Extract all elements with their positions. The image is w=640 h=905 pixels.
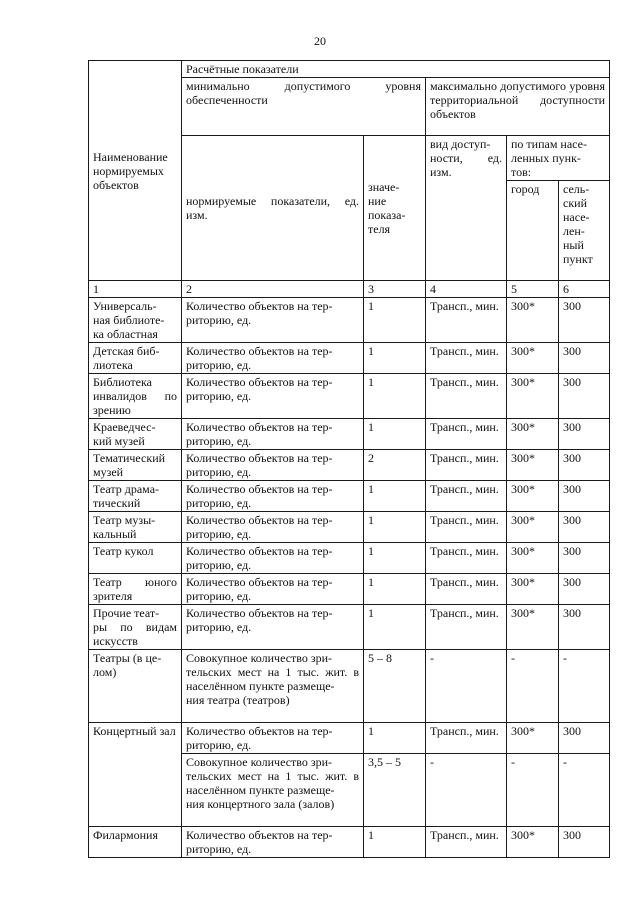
object-name-cell: Театр кукол [89, 543, 182, 574]
value-cell: 1 [364, 481, 426, 512]
col-index: 4 [426, 281, 507, 298]
access-cell: Трансп., мин. [426, 343, 507, 374]
col-index: 6 [559, 281, 610, 298]
table-row [89, 827, 610, 858]
city-cell: 300* [507, 374, 559, 419]
city-cell: 300* [507, 343, 559, 374]
header-max-level: максимально допустимого уровня территориальной доступности объектов [426, 78, 610, 136]
access-cell: Трансп., мин. [426, 723, 507, 754]
value-cell: 1 [364, 543, 426, 574]
object-name-cell: Филармония [89, 827, 182, 858]
object-name-cell: Театр драма- тический [89, 481, 182, 512]
object-name-cell: Тематический музей [89, 450, 182, 481]
access-cell: Трансп., мин. [426, 605, 507, 650]
access-cell: Трансп., мин. [426, 419, 507, 450]
object-name-cell: Театр юного зрителя [89, 574, 182, 605]
city-cell: 300* [507, 543, 559, 574]
value-cell: 1 [364, 419, 426, 450]
rural-cell: 300 [559, 827, 610, 858]
object-name-cell: Универсаль- ная библиоте- ка областная [89, 298, 182, 343]
object-name-cell: Библиотека инвалидов по зрению [89, 374, 182, 419]
table-row [89, 450, 610, 481]
city-cell: 300* [507, 723, 559, 754]
value-cell: 1 [364, 374, 426, 419]
access-cell: Трансп., мин. [426, 543, 507, 574]
table-row [89, 512, 610, 543]
table-row [89, 650, 610, 723]
table-row [89, 605, 610, 650]
header-min-level: минимально допустимого уровня обеспеченности [182, 78, 426, 136]
object-name-cell: Театры (в це- лом) [89, 650, 182, 723]
col-index: 1 [89, 281, 182, 298]
table-row [89, 298, 610, 343]
rural-cell: 300 [559, 512, 610, 543]
city-cell: 300* [507, 512, 559, 543]
header-calc-indicators: Расчётные показатели [182, 61, 610, 78]
object-name-cell: Прочие теат- ры по видам искусств [89, 605, 182, 650]
value-cell: 1 [364, 512, 426, 543]
indicator-cell: Количество объектов на тер- риторию, ед. [182, 574, 364, 605]
city-cell: 300* [507, 481, 559, 512]
value-cell: 1 [364, 298, 426, 343]
value-cell: 1 [364, 343, 426, 374]
access-cell: Трансп., мин. [426, 374, 507, 419]
indicator-cell: Количество объектов на тер- риторию, ед. [182, 481, 364, 512]
value-cell: 1 [364, 574, 426, 605]
column-index-row [89, 281, 610, 298]
indicator-cell: Количество объектов на тер- риторию, ед. [182, 343, 364, 374]
indicator-cell: Количество объектов на тер- риторию, ед. [182, 723, 364, 754]
header-by-settlement: по типам насе- ленных пунк- тов: [507, 136, 610, 181]
rural-cell: 300 [559, 374, 610, 419]
table-row [89, 481, 610, 512]
city-cell: 300* [507, 574, 559, 605]
access-cell: - [426, 650, 507, 723]
header-object-name [89, 61, 182, 281]
table-row [89, 723, 610, 754]
rural-cell: 300 [559, 450, 610, 481]
city-cell: 300* [507, 419, 559, 450]
indicator-cell: Совокупное количество зри- тельских мест на 1 тыс. жит. в населённом пункте размеще- ния театра (театров) [182, 650, 364, 723]
header-object-name-text: Наименование нормируемых объектов [93, 149, 168, 192]
header-access-type: вид доступ- ности, ед. изм. [426, 136, 507, 281]
object-name-cell: Театр музы- кальный [89, 512, 182, 543]
city-cell: - [507, 754, 559, 827]
rural-cell: 300 [559, 298, 610, 343]
indicator-cell: Количество объектов на тер- риторию, ед. [182, 298, 364, 343]
access-cell: Трансп., мин. [426, 481, 507, 512]
indicator-cell: Количество объектов на тер- риторию, ед. [182, 450, 364, 481]
norms-table [88, 60, 610, 858]
table-row [89, 543, 610, 574]
value-cell: 3,5 – 5 [364, 754, 426, 827]
indicator-cell: Количество объектов на тер- риторию, ед. [182, 419, 364, 450]
header-value: значе- ние показа- теля [364, 136, 426, 281]
city-cell: 300* [507, 298, 559, 343]
header-rural: сель- ский насе- лен- ный пункт [559, 181, 610, 281]
indicator-cell: Количество объектов на тер- риторию, ед. [182, 827, 364, 858]
access-cell: - [426, 754, 507, 827]
city-cell: 300* [507, 827, 559, 858]
indicator-cell: Количество объектов на тер- риторию, ед. [182, 374, 364, 419]
value-cell: 1 [364, 605, 426, 650]
access-cell: Трансп., мин. [426, 298, 507, 343]
table-row [89, 419, 610, 450]
rural-cell: 300 [559, 574, 610, 605]
rural-cell: 300 [559, 543, 610, 574]
city-cell: - [507, 650, 559, 723]
rural-cell: 300 [559, 481, 610, 512]
access-cell: Трансп., мин. [426, 574, 507, 605]
city-cell: 300* [507, 605, 559, 650]
page-number: 20 [314, 34, 326, 48]
value-cell: 5 – 8 [364, 650, 426, 723]
value-cell: 1 [364, 723, 426, 754]
access-cell: Трансп., мин. [426, 827, 507, 858]
rural-cell: 300 [559, 723, 610, 754]
indicator-cell: Количество объектов на тер- риторию, ед. [182, 512, 364, 543]
access-cell: Трансп., мин. [426, 512, 507, 543]
value-cell: 2 [364, 450, 426, 481]
header-city: город [507, 181, 559, 281]
rural-cell: 300 [559, 343, 610, 374]
col-index: 5 [507, 281, 559, 298]
col-index: 2 [182, 281, 364, 298]
access-cell: Трансп., мин. [426, 450, 507, 481]
rural-cell: 300 [559, 605, 610, 650]
indicator-cell: Количество объектов на тер- риторию, ед. [182, 605, 364, 650]
city-cell: 300* [507, 450, 559, 481]
rural-cell: - [559, 754, 610, 827]
object-name-cell: Детская биб- лиотека [89, 343, 182, 374]
table-row [89, 574, 610, 605]
col-index: 3 [364, 281, 426, 298]
object-name-cell: Краеведчес- кий музей [89, 419, 182, 450]
value-cell: 1 [364, 827, 426, 858]
object-name-cell: Концертный зал [89, 723, 182, 827]
rural-cell: - [559, 650, 610, 723]
table-row [89, 343, 610, 374]
table-row [89, 374, 610, 419]
rural-cell: 300 [559, 419, 610, 450]
header-norm-indicators: нормируемые показатели, ед. изм. [182, 136, 364, 281]
indicator-cell: Совокупное количество зри- тельских мест на 1 тыс. жит. в населённом пункте размеще- ния концертного зала (залов) [182, 754, 364, 827]
indicator-cell: Количество объектов на тер- риторию, ед. [182, 543, 364, 574]
